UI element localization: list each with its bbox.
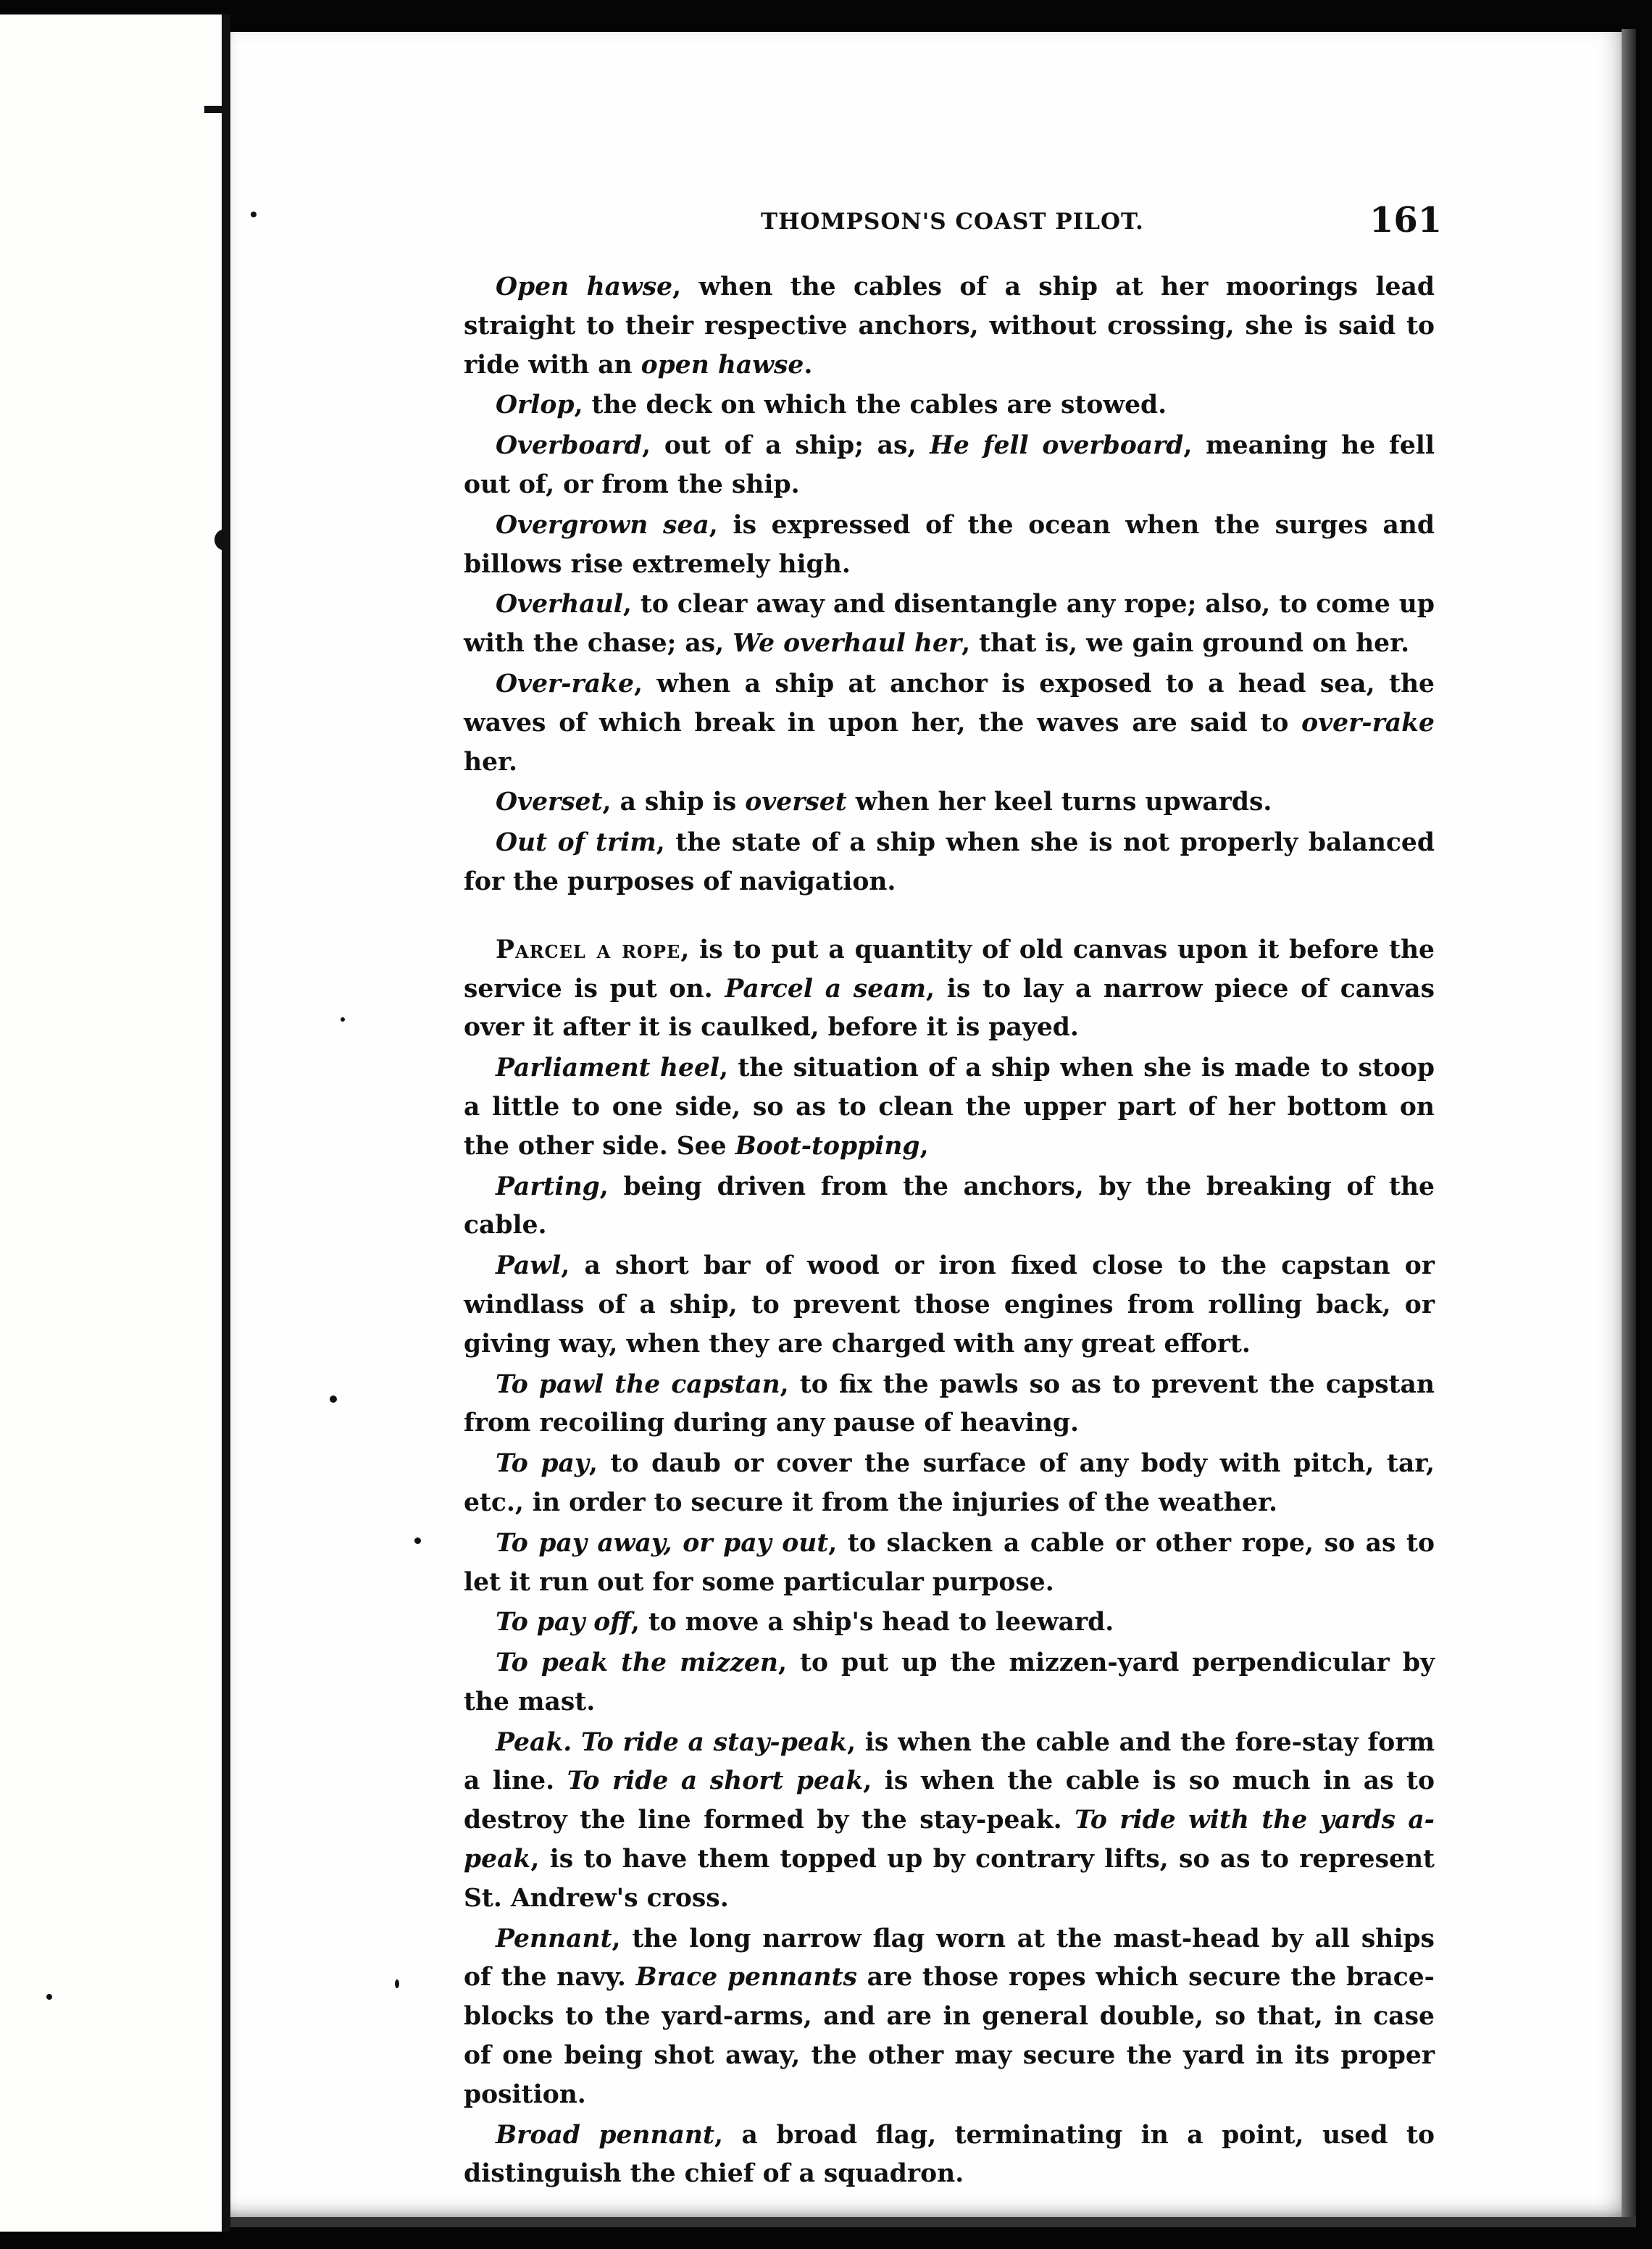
entry-term: Parcel a rope [496, 935, 681, 964]
facing-page-margin [0, 14, 225, 2232]
glossary-entry [464, 1724, 1435, 1919]
glossary-entry [464, 783, 1435, 822]
entry-term: Open hawse [496, 272, 673, 301]
entry-term: Out of trim [496, 828, 656, 858]
glossary-entry [464, 268, 1435, 385]
glossary-entry [464, 1168, 1435, 1246]
scan-speck [341, 1017, 345, 1022]
glossary-entry [464, 506, 1435, 585]
page-edge-shadow [1622, 29, 1636, 2224]
entry-text: , the deck on which the cables are stowed. [574, 391, 1167, 420]
glossary-entry [464, 1603, 1435, 1643]
entry-term: Overgrown sea [496, 510, 709, 540]
entry-text: , to clear away and disentangle any rope; also, to come up with the chase; as, [464, 590, 1435, 659]
entry-text: , a short bar of wood or iron fixed close to the capstan or windlass of a ship, to prevent those engines from rolling back, or giving way, when they are charged with any great effort. [464, 1251, 1435, 1359]
glossary-entry [464, 1247, 1435, 1364]
entry-text: , to fix the pawls so as to prevent the capstan from recoiling during any pause of heaving. [464, 1369, 1435, 1438]
glossary-entry [464, 2116, 1435, 2195]
page-edge-shadow [230, 2217, 1636, 2227]
entry-text: , is to have them topped up by contrary lifts, so as to represent St. Andrew's cross. [464, 1845, 1435, 1913]
entry-term: We overhaul her [733, 629, 962, 659]
glossary-entry [464, 665, 1435, 782]
entry-term: Parliament heel [496, 1053, 720, 1083]
entry-term: Broad pennant [496, 2120, 714, 2150]
glossary-entry [464, 1366, 1435, 1444]
scan-speck [46, 1994, 52, 2000]
entry-text: , when a ship at anchor is exposed to a head sea, the waves of which break in upon her, the waves are said to [464, 669, 1435, 738]
entry-term: To pay away, or pay out [496, 1528, 829, 1558]
entry-term: Parting [496, 1172, 600, 1201]
glossary-entry [464, 824, 1435, 902]
glossary-entry [464, 1524, 1435, 1603]
entry-text: are those ropes which secure the brace-blocks to the yard-arms, and are in general double, so that, in case of one being shot away, the other may secure the yard in its proper position. [464, 1963, 1435, 2109]
entry-term: Overset [496, 788, 603, 817]
glossary-entry [464, 1644, 1435, 1722]
entry-text: when her keel turns upwards. [846, 788, 1272, 817]
entry-text: , meaning he fell out of, or from the ship. [464, 431, 1435, 499]
entry-term: Orlop [496, 391, 575, 420]
entry-term: Overboard [496, 431, 643, 461]
entry-text: her. [464, 747, 518, 777]
entry-term: He fell overboard [930, 431, 1184, 461]
entry-text: , a broad flag, terminating in a point, used to distinguish the chief of a squadron. [464, 2120, 1435, 2189]
entry-text: , that is, we gain ground on her. [961, 629, 1410, 659]
entry-text: , to put up the mizzen-yard perpendicular by the mast. [464, 1648, 1435, 1716]
entry-term: Overhaul [496, 590, 623, 619]
entry-term: open hawse [641, 350, 804, 380]
entry-term: To pay [496, 1449, 589, 1479]
entry-term: To peak the mizzen [496, 1648, 778, 1678]
entry-text: , being driven from the anchors, by the breaking of the cable. [464, 1172, 1435, 1240]
entry-text: , is when the cable is so much in as to destroy the line formed by the stay-peak. [464, 1766, 1435, 1835]
entry-term: To pawl the capstan [496, 1369, 780, 1399]
glossary-entry [464, 1049, 1435, 1166]
scan-speck [330, 1395, 337, 1403]
glossary-text [464, 268, 1435, 2195]
entry-text: , to move a ship's head to leeward. [630, 1608, 1114, 1637]
entry-term: overset [745, 788, 847, 817]
entry-term: Peak. To ride a stay-peak [496, 1727, 848, 1757]
glossary-entry [464, 585, 1435, 664]
entry-text: , is to put a quantity of old canvas upon it before the service is put on. [464, 935, 1435, 1004]
running-head: THOMPSON'S COAST PILOT. [761, 209, 1144, 235]
entry-text: , the long narrow flag worn at the mast-head by all ships of the navy. [464, 1924, 1435, 1993]
entry-text: , when the cables of a ship at her moorings lead straight to their respective anchors, without crossing, she is said to ride with an [464, 272, 1435, 380]
entry-text: , is to lay a narrow piece of canvas over it after it is caulked, before it is payed. [464, 974, 1435, 1043]
glossary-entry [464, 1445, 1435, 1523]
entry-text: , to daub or cover the surface of any body with pitch, tar, etc., in order to secure it from the injuries of the weather. [464, 1449, 1435, 1517]
entry-text: , the situation of a ship when she is made to stoop a little to one side, so as to clean the upper part of her bottom on the other side. See [464, 1053, 1435, 1161]
entry-text: . [804, 350, 813, 380]
page-number: 161 [1369, 200, 1443, 241]
entry-term: To pay off [496, 1608, 631, 1637]
entry-term: Parcel a seam [725, 974, 927, 1004]
entry-text: , the state of a ship when she is not properly balanced for the purposes of navigation. [464, 828, 1435, 896]
entry-text: , a ship is [602, 788, 746, 817]
glossary-entry [464, 386, 1435, 425]
entry-text: , is when the cable and the fore-stay form a line. [464, 1727, 1435, 1796]
entry-term: Over-rake [496, 669, 634, 698]
book-binding-gutter [222, 14, 230, 2232]
entry-term: To ride with the yards a-peak [464, 1806, 1435, 1874]
glossary-entry [464, 1920, 1435, 2115]
entry-text: , to slacken a cable or other rope, so as to let it run out for some particular purpose. [464, 1528, 1435, 1597]
glossary-entry [464, 931, 1435, 1048]
entry-text: , out of a ship; as, [642, 431, 930, 461]
entry-term: Pennant [496, 1924, 612, 1953]
entry-term: To ride a short peak [567, 1766, 864, 1796]
entry-text: , [919, 1131, 929, 1161]
entry-term: Pawl [496, 1251, 562, 1281]
entry-text: , is expressed of the ocean when the surges and billows rise extremely high. [464, 510, 1435, 579]
entry-term: Brace pennants [635, 1963, 857, 1993]
scan-speck [414, 1537, 421, 1544]
glossary-entry [464, 427, 1435, 505]
scan-speck [395, 1979, 399, 1988]
entry-term: Boot-topping [735, 1131, 920, 1161]
scan-speck [251, 212, 256, 217]
entry-term: over-rake [1301, 708, 1435, 738]
